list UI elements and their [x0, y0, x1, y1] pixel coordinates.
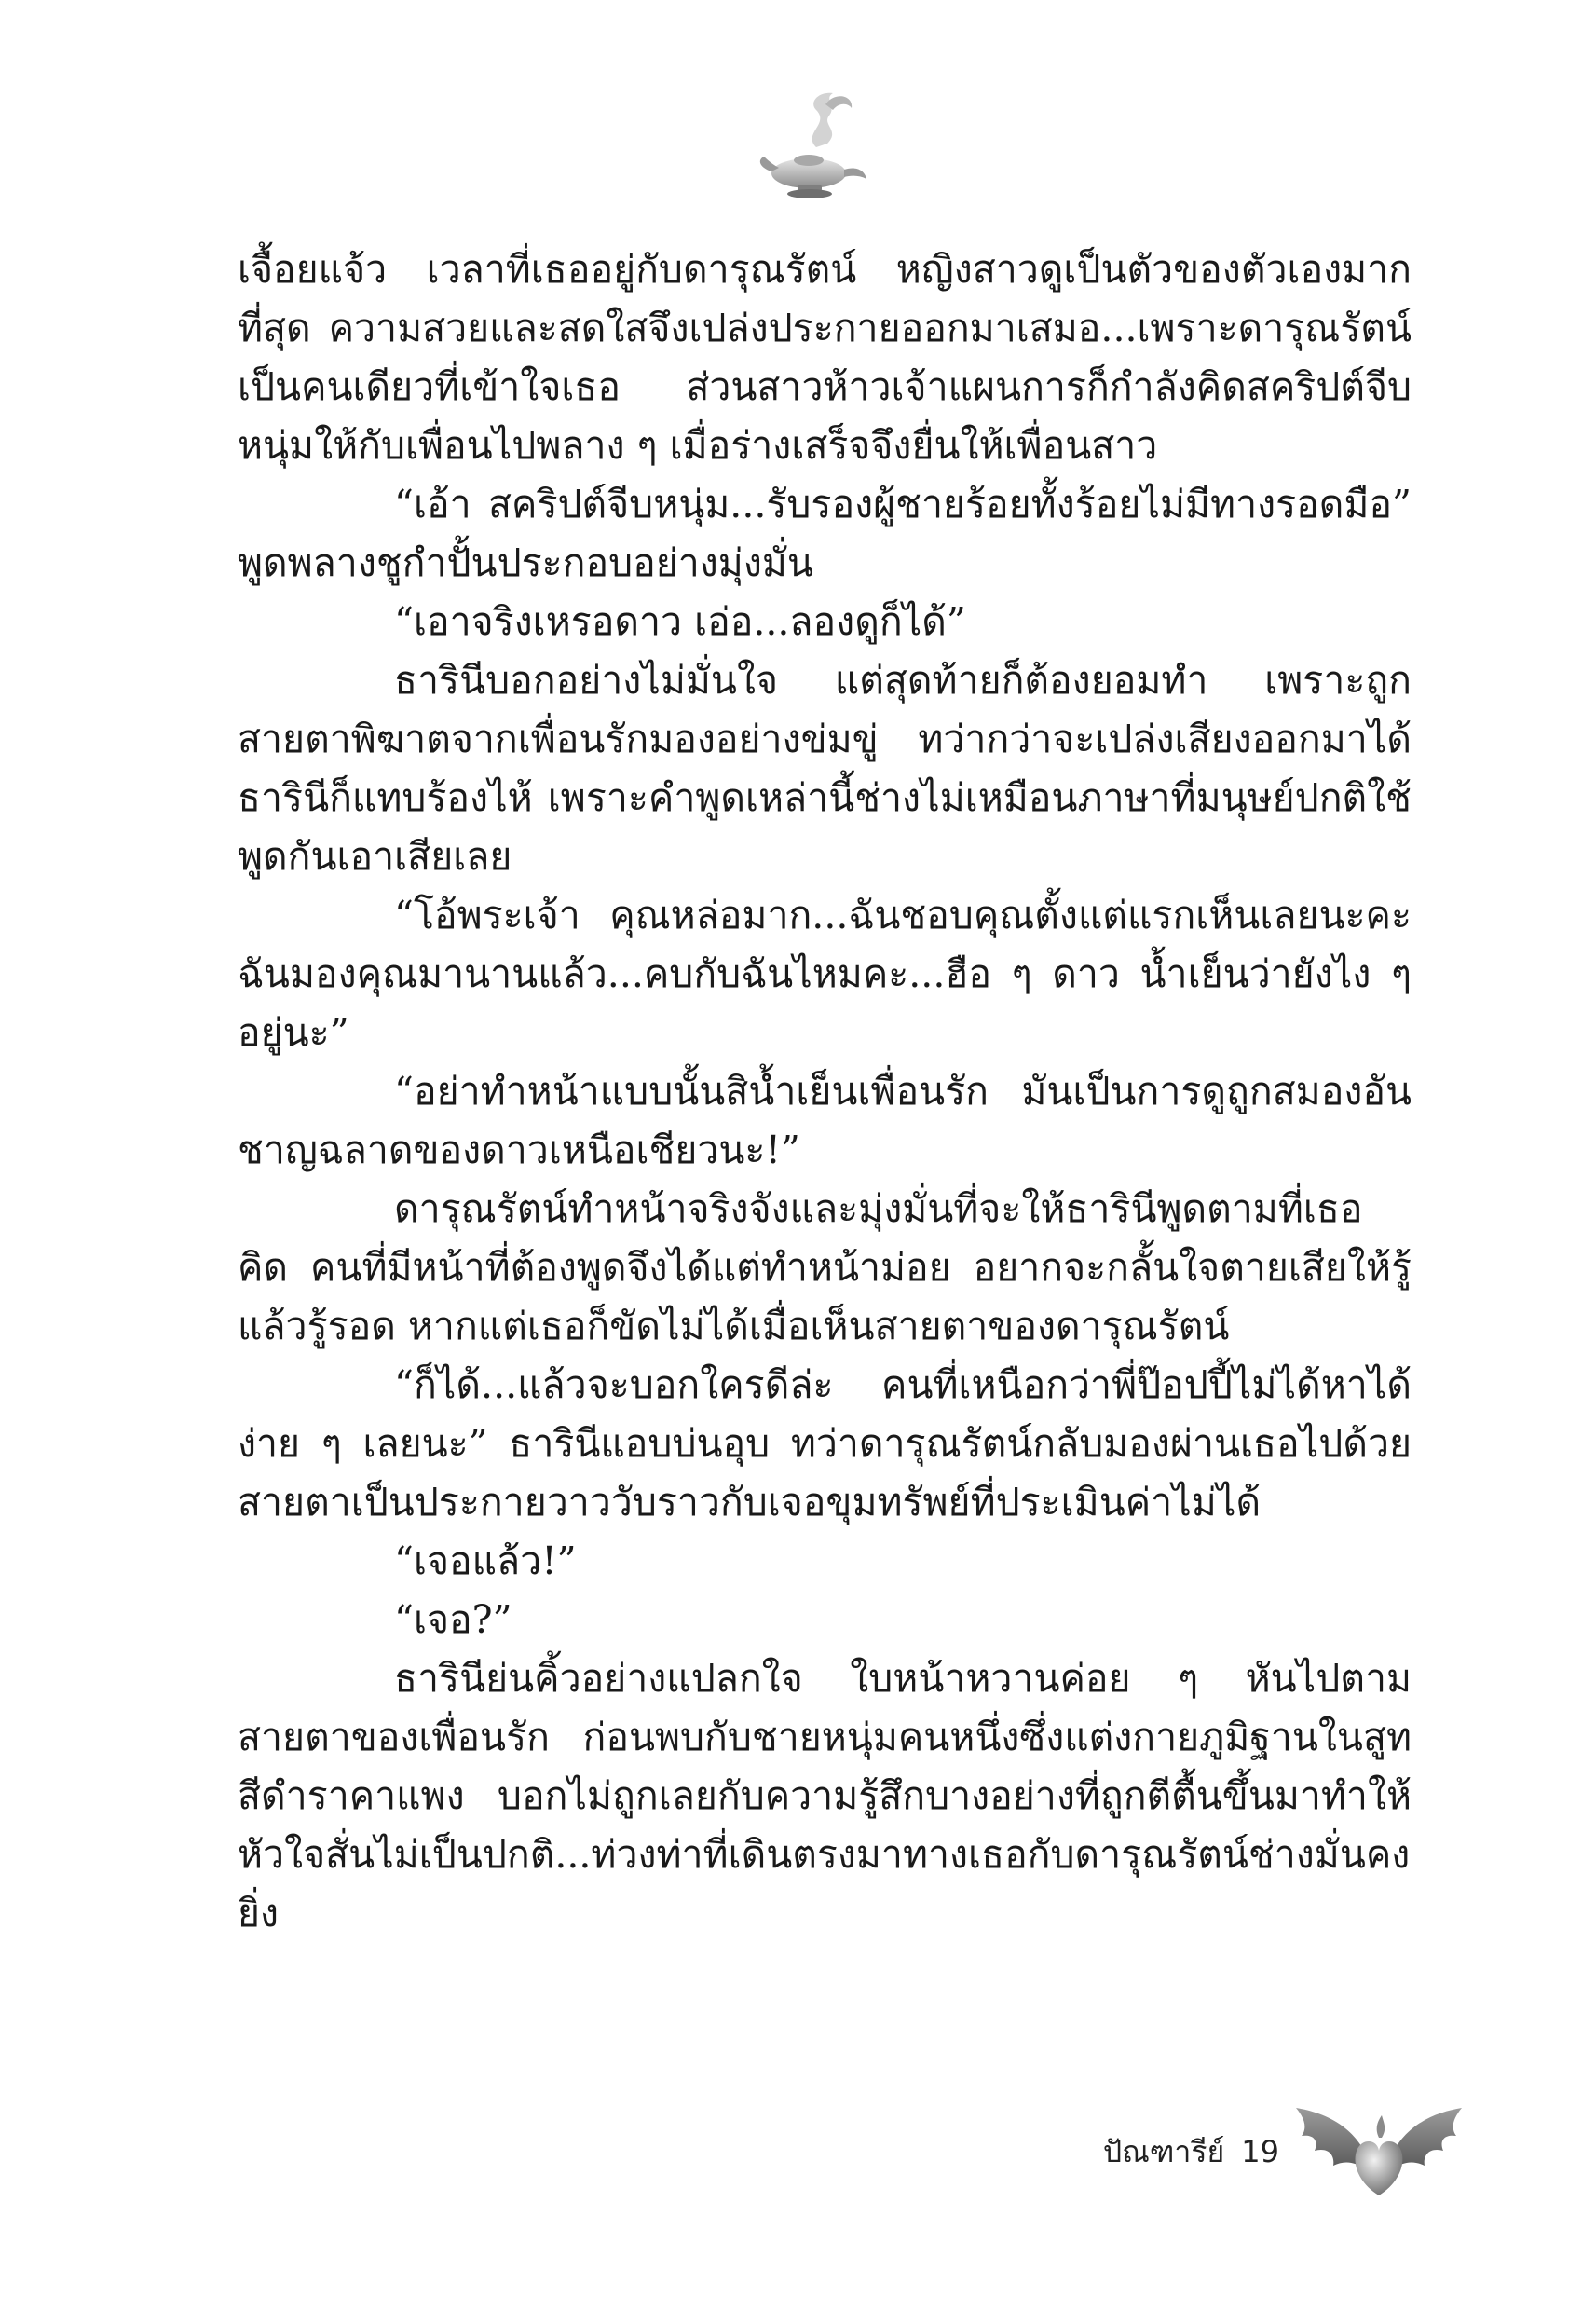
paragraph: เจื้อยแจ้ว เวลาที่เธออยู่กับดารุณรัตน์ หญิงสาวดูเป็นตัวของตัวเองมากที่สุด ความสวยและสดใสจึงเปล่งประกายออกมาเสมอ...เพราะดารุณรัตน์เป็นคนเดียวที่เข้าใจเธอ ส่วนสาวห้าวเจ้าแผนการก็กำลังคิดสคริปต์จีบหนุ่มให้กับเพื่อนไปพลาง ๆ เมื่อร่างเสร็จจึงยื่นให้เพื่อนสาว: [238, 247, 1412, 468]
paragraph: “เอ้า สคริปต์จีบหนุ่ม...รับรองผู้ชายร้อยทั้งร้อยไม่มีทางรอดมือ” พูดพลางชูกำปั้นประกอบอย่างมุ่งมั่น: [238, 482, 1412, 585]
paragraph: ธารินีบอกอย่างไม่มั่นใจ แต่สุดท้ายก็ต้องยอมทำ เพราะถูกสายตาพิฆาตจากเพื่อนรักมองอย่างข่มขู่ ทว่ากว่าจะเปล่งเสียงออกมาได้ ธารินีก็แทบร้องไห้ เพราะคำพูดเหล่านี้ช่างไม่เหมือนภาษาที่มนุษย์ปกติใช้พูดกันเอาเสียเลย: [238, 658, 1412, 879]
paragraph: “เอาจริงเหรอดาว เอ่อ...ลองดูก็ได้”: [394, 599, 966, 644]
page-footer: [0, 2084, 1596, 2214]
paragraph: ดารุณรัตน์ทำหน้าจริงจังและมุ่งมั่นที่จะให้ธารินีพูดตามที่เธอคิด คนที่มีหน้าที่ต้องพูดจึงได้แต่ทำหน้าม่อย อยากจะกลั้นใจตายเสียให้รู้แล้วรู้รอด หากแต่เธอก็ขัดไม่ได้เมื่อเห็นสายตาของดารุณรัตน์: [238, 1186, 1412, 1348]
paragraph: “เจอ?”: [394, 1597, 512, 1642]
paragraph: “ก็ได้...แล้วจะบอกใครดีล่ะ คนที่เหนือกว่าพี่ป๊อปปี้ไม่ได้หาได้ง่าย ๆ เลยนะ” ธารินีแอบบ่นอุบ ทว่าดารุณรัตน์กลับมองผ่านเธอไปด้วยสายตาเป็นประกายวาววับราวกับเจอขุมทรัพย์ที่ประเมินค่าไม่ได้: [238, 1362, 1412, 1525]
book-title: ปัณฑารีย์: [1102, 2134, 1225, 2169]
paragraph: “เจอแล้ว!”: [394, 1538, 577, 1583]
footer-label: [1103, 2128, 1279, 2176]
page-number: 19: [1241, 2134, 1279, 2169]
paragraph: “โอ้พระเจ้า คุณหล่อมาก...ฉันชอบคุณตั้งแต่แรกเห็นเลยนะคะ ฉันมองคุณมานานแล้ว...คบกับฉันไหมคะ...ฮือ ๆ ดาว น้ำเย็นว่ายังไง ๆ อยู่นะ”: [238, 893, 1412, 1055]
paragraph: “อย่าทำหน้าแบบนั้นสิน้ำเย็นเพื่อนรัก มันเป็นการดูถูกสมองอันชาญฉลาดของดาวเหนือเชียวนะ!”: [238, 1069, 1412, 1172]
body-text: [238, 240, 1412, 2058]
paragraph: ธารินีย่นคิ้วอย่างแปลกใจ ใบหน้าหวานค่อย ๆ หันไปตามสายตาของเพื่อนรัก ก่อนพบกับชายหนุ่มคนหนึ่งซึ่งแต่งกายภูมิฐานในสูทสีดำราคาแพง บอกไม่ถูกเลยกับความรู้สึกบางอย่างที่ถูกตีตื้นขึ้นมาทำให้หัวใจสั่นไม่เป็นปกติ...ท่วงท่าที่เดินตรงมาทางเธอกับดารุณรัตน์ช่างมั่นคง ยิ่ง: [238, 1656, 1412, 1935]
genie-lamp-icon: [751, 82, 872, 203]
bat-heart-icon: [1290, 2084, 1467, 2214]
